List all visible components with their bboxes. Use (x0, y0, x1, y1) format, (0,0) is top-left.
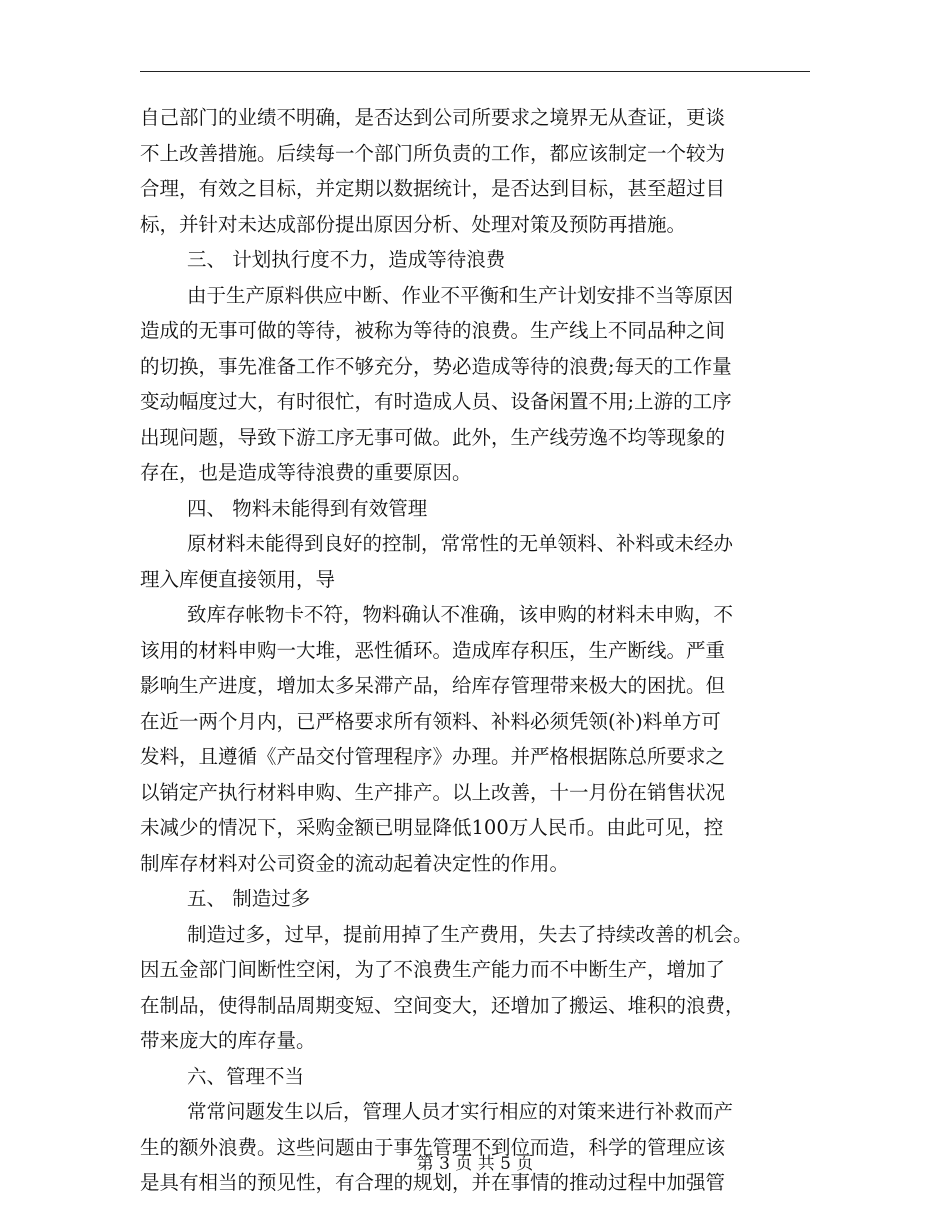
text-line: 自己部门的业绩不明确，是否达到公司所要求之境界无从查证，更谈 (140, 106, 726, 129)
text-line: 理入库便直接领用，导 (140, 567, 336, 591)
text-line: 四、 物料未能得到有效管理 (187, 496, 428, 520)
text-line: 标，并针对未达成部份提出原因分析、处理对策及预防再措施。 (140, 212, 687, 236)
text-line: 五、 制造过多 (187, 887, 311, 910)
text-line: 生的额外浪费。这些问题由于事先管理不到位而造，科学的管理应该 (140, 1135, 726, 1159)
text-line: 存在，也是造成等待浪费的重要原因。 (140, 461, 472, 484)
text-line: 制库存材料对公司资金的流动起着决定性的作用。 (140, 851, 570, 875)
text-line: 由于生产原料供应中断、作业不平衡和生产计划安排不当等原因 (187, 283, 734, 307)
text-line: 因五金部门间断性空闲，为了不浪费生产能力而不中断生产，增加了 (140, 958, 726, 981)
text-line: 的切换，事先准备工作不够充分，势必造成等待的浪费;每天的工作量 (140, 354, 732, 378)
header-rule (140, 71, 810, 72)
text-line: 在制品，使得制品周期变短、空间变大，还增加了搬运、堆积的浪费， (140, 993, 745, 1017)
text-line: 致库存帐物卡不符，物料确认不准确，该申购的材料未申购，不 (187, 603, 734, 626)
text-line: 出现问题，导致下游工序无事可做。此外，生产线劳逸不均等现象的 (140, 425, 726, 449)
text-line: 带来庞大的库存量。 (140, 1029, 316, 1052)
text-line: 以销定产执行材料申购、生产排产。以上改善，十一月份在销售状况 (140, 780, 726, 804)
text-line: 六、管理不当 (187, 1064, 305, 1088)
text-line: 不上改善措施。后续每一个部门所负责的工作，都应该制定一个较为 (140, 141, 726, 165)
text-line: 制造过多，过早，提前用掉了生产费用，失去了持续改善的机会。 (187, 922, 753, 946)
text-line: 该用的材料申购一大堆，恶性循环。造成库存积压，生产断线。严重 (140, 638, 726, 662)
text-line: 三、 计划执行度不力，造成等待浪费 (187, 248, 506, 271)
page-footer: 第 3 页 共 5 页 (416, 1154, 534, 1174)
text-line: 变动幅度过大，有时很忙，有时造成人员、设备闲置不用;上游的工序 (140, 390, 732, 413)
text-line: 造成的无事可做的等待，被称为等待的浪费。生产线上不同品种之间 (140, 319, 726, 342)
text-line: 未减少的情况下，采购金额已明显降低100万人民币。由此可见，控 (140, 816, 724, 839)
text-line: 常常问题发生以后，管理人员才实行相应的对策来进行补救而产 (187, 1100, 734, 1123)
text-line: 原材料未能得到良好的控制，常常性的无单领料、补料或未经办 (187, 532, 734, 555)
text-line: 发料，且遵循《产品交付管理程序》办理。并严格根据陈总所要求之 (140, 745, 726, 768)
text-line: 合理，有效之目标，并定期以数据统计，是否达到目标，甚至超过目 (140, 177, 726, 200)
text-line: 在近一两个月内，已严格要求所有领料、补料必须凭领(补)料单方可 (140, 709, 721, 733)
text-line: 影响生产进度，增加太多呆滞产品，给库存管理带来极大的困扰。但 (140, 674, 726, 697)
document-body (140, 100, 810, 1201)
text-line: 是具有相当的预见性，有合理的规划，并在事情的推动过程中加强管 (140, 1171, 726, 1194)
